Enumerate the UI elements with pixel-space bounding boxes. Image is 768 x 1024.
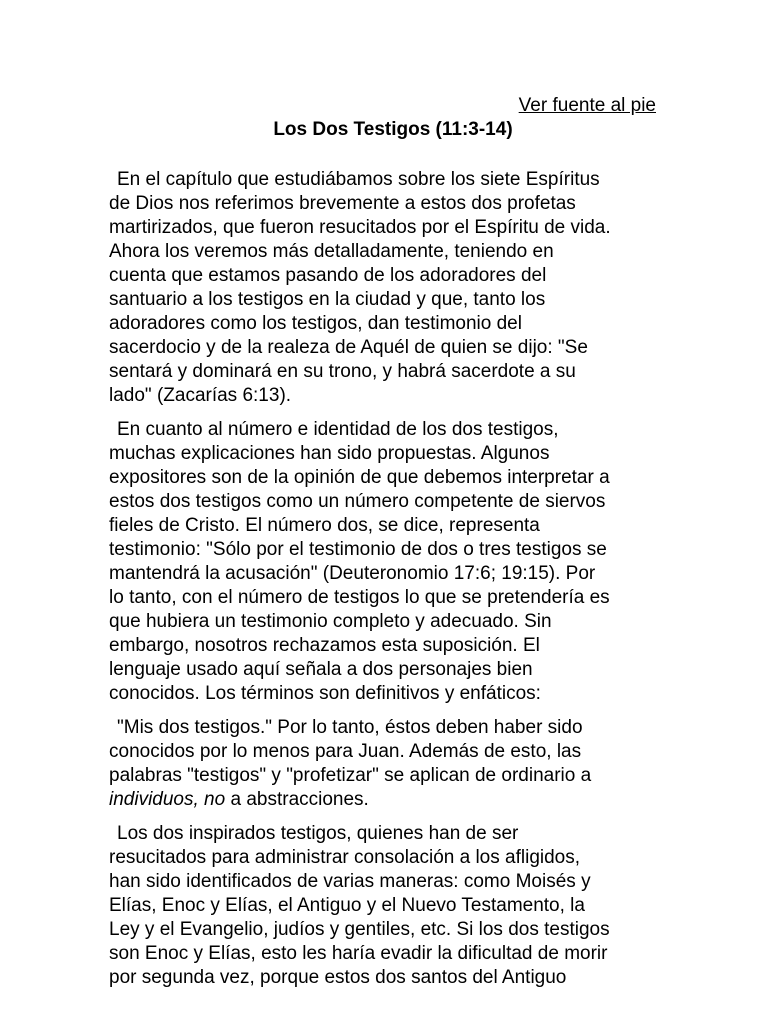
text-line: mantendrá la acusación" (Deuteronomio 17:6; 19:15). Por: [109, 563, 596, 584]
text-line: conocidos por lo menos para Juan. Además de esto, las: [109, 741, 582, 762]
text-line: muchas explicaciones han sido propuestas. Algunos: [109, 443, 550, 464]
text-line: lenguaje usado aquí señala a dos personajes bien: [109, 659, 533, 680]
text-line: Ahora los veremos más detalladamente, teniendo en: [109, 241, 554, 262]
text-line: de Dios nos referimos brevemente a estos dos profetas: [109, 193, 576, 214]
paragraph-3: [109, 716, 669, 812]
text-line: que hubiera un testimonio completo y adecuado. Sin: [109, 611, 552, 632]
italic-text: individuos, no: [109, 789, 226, 810]
text-line: expositores son de la opinión de que debemos interpretar a: [109, 467, 610, 488]
text-line: son Enoc y Elías, esto les haría evadir la dificultad de morir: [109, 943, 608, 964]
text-line: sacerdocio y de la realeza de Aquél de quien se dijo: "Se: [109, 337, 588, 358]
text-line: santuario a los testigos en la ciudad y que, tanto los: [109, 289, 546, 310]
text-line: han sido identificados de varias maneras: como Moisés y: [109, 871, 591, 892]
text-line: martirizados, que fueron resucitados por el Espíritu de vida.: [109, 217, 611, 238]
text-line: Los dos inspirados testigos, quienes han de ser: [117, 823, 519, 844]
text-line: cuenta que estamos pasando de los adoradores del: [109, 265, 547, 286]
text-line: "Mis dos testigos." Por lo tanto, éstos deben haber sido: [117, 717, 583, 738]
text-line: En el capítulo que estudiábamos sobre los siete Espíritus: [117, 169, 600, 190]
text-line: adoradores como los testigos, dan testimonio del: [109, 313, 522, 334]
text-line: [109, 788, 669, 812]
text-line: por segunda vez, porque estos dos santos del Antiguo: [109, 967, 567, 988]
text-fragment: a abstracciones.: [225, 789, 369, 810]
paragraph-1: [109, 168, 669, 408]
text-line: embargo, nosotros rechazamos esta suposición. El: [109, 635, 540, 656]
page-title: Los Dos Testigos (11:3-14): [273, 119, 513, 140]
text-line: fieles de Cristo. El número dos, se dice, representa: [109, 515, 540, 536]
text-line: estos dos testigos como un número competente de siervos: [109, 491, 606, 512]
text-line: testimonio: "Sólo por el testimonio de dos o tres testigos se: [109, 539, 607, 560]
text-line: Ley y el Evangelio, judíos y gentiles, etc. Si los dos testigos: [109, 919, 610, 940]
text-line: lo tanto, con el número de testigos lo que se pretendería es: [109, 587, 610, 608]
text-line: Elías, Enoc y Elías, el Antiguo y el Nuevo Testamento, la: [109, 895, 585, 916]
text-line: palabras "testigos" y "profetizar" se aplican de ordinario a: [109, 765, 592, 786]
source-footnote-link[interactable]: Ver fuente al pie: [518, 95, 656, 116]
paragraph-2: [109, 418, 669, 706]
text-line: En cuanto al número e identidad de los dos testigos,: [117, 419, 559, 440]
text-line: lado" (Zacarías 6:13).: [109, 385, 292, 406]
text-line: conocidos. Los términos son definitivos y enfáticos:: [109, 683, 541, 704]
paragraph-4: [109, 822, 669, 990]
text-line: resucitados para administrar consolación a los afligidos,: [109, 847, 581, 868]
document-body: [109, 168, 669, 1000]
text-line: sentará y dominará en su trono, y habrá sacerdote a su: [109, 361, 576, 382]
